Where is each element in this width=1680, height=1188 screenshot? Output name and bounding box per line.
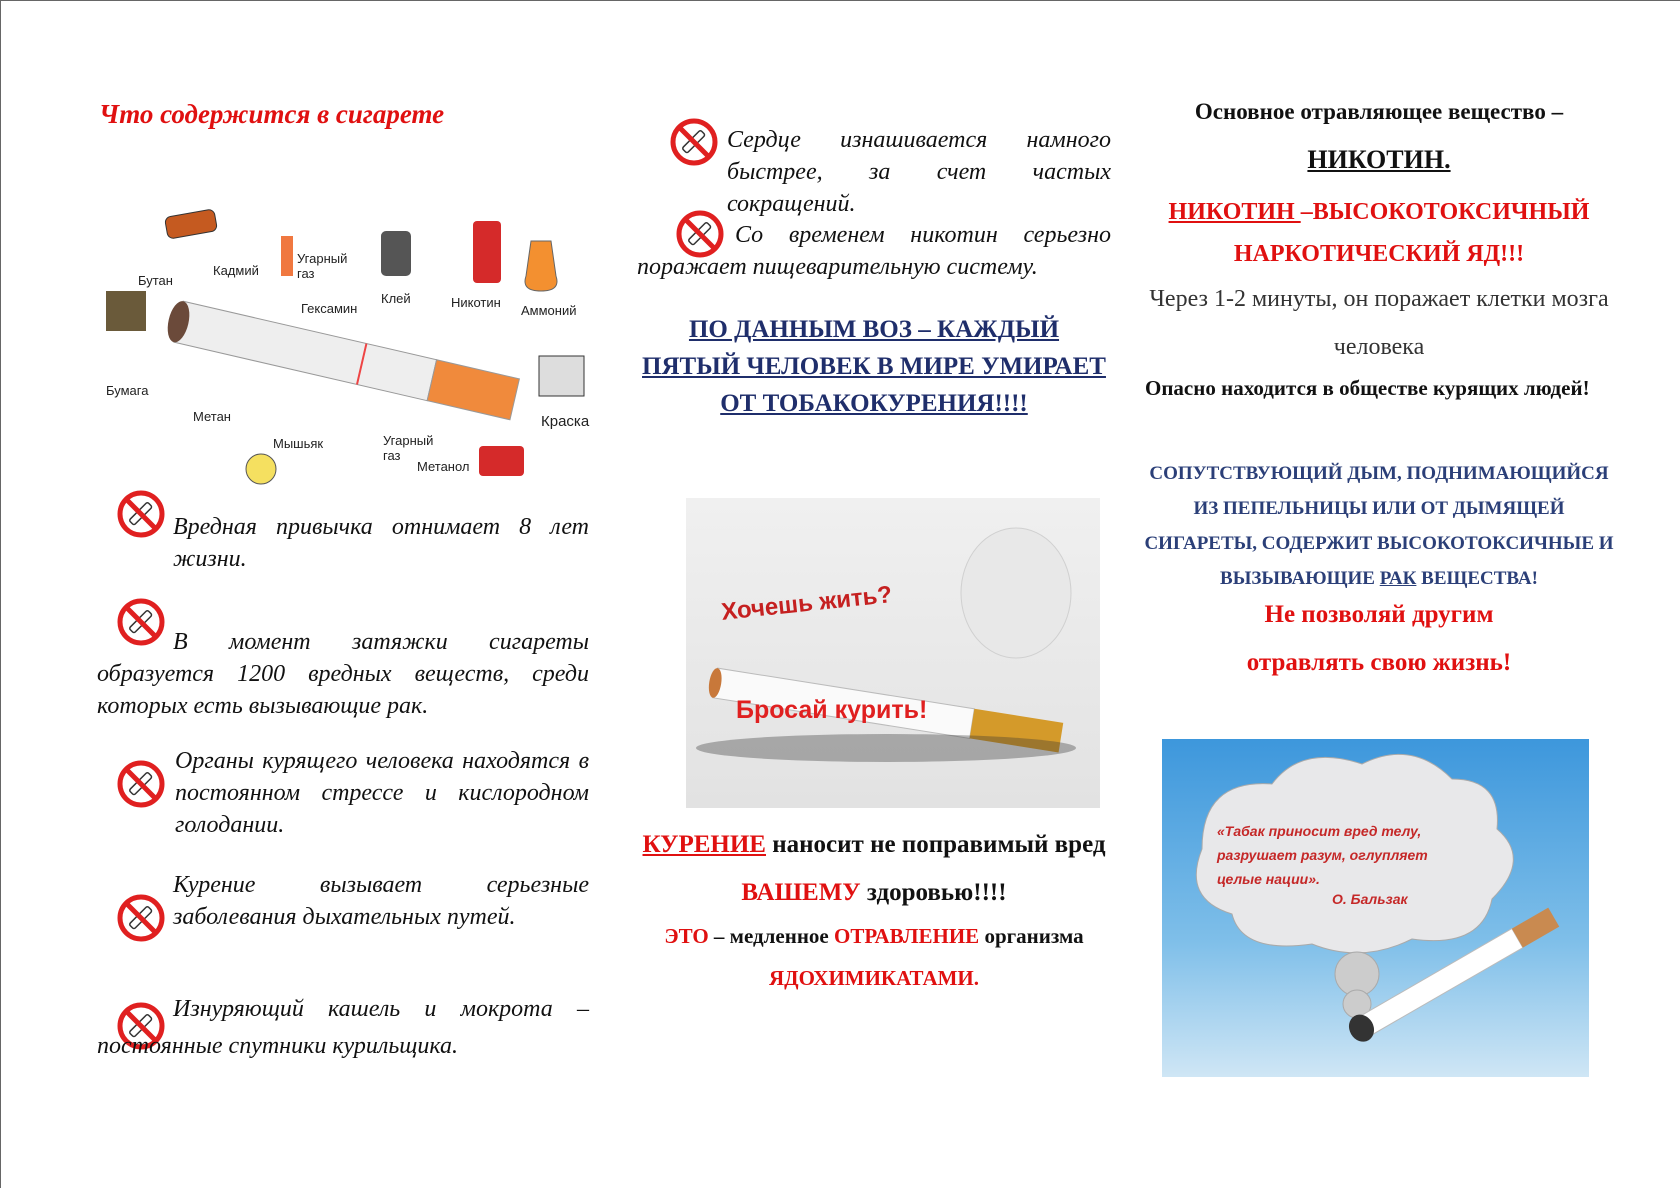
text: наносит не поправимый вред (766, 831, 1106, 858)
fact-text: Курение вызывает серьезные заболевания дыхательных путей. (173, 872, 589, 930)
passive-smoking-warning: Опасно находится в обществе курящих людей! (1145, 376, 1590, 400)
secondhand-smoke-text (1141, 456, 1617, 596)
diagram-label: Кадмий (213, 263, 259, 278)
diagram-label: Метан (193, 409, 231, 424)
diagram-label: Клей (381, 291, 411, 306)
fact-text: В момент затяжки сигареты образуется 1200 вредных веществ, среди которых есть вызывающие рак. (97, 629, 589, 719)
dont-allow-slogan: Не позволяй другим отравлять свою жизнь! (1246, 601, 1512, 676)
highlight: ЯДОХИМИКАТАМИ. (768, 966, 980, 990)
poisoning-statement (637, 915, 1111, 999)
diagram-label: Мышьяк (273, 436, 324, 451)
fact-text: Сердце изнашивается намного быстрее, за счет частых сокращений. (727, 127, 1111, 217)
section-title: Что содержится в сигарете (99, 99, 445, 129)
cloud-cigarette-illustration (1162, 739, 1589, 1077)
diagram-label: Аммоний (521, 303, 577, 318)
fact-text: Вредная привычка отнимает 8 лет жизни. (173, 514, 589, 572)
highlight: ОТРАВЛЕНИЕ (834, 924, 980, 948)
diagram-label: Угарный газ (383, 433, 434, 463)
cigarette-illustration (101, 191, 601, 491)
diagram-label: Никотин (451, 295, 501, 310)
highlight: КУРЕНИЕ (642, 831, 766, 858)
text: ВЕЩЕСТВА! (1416, 568, 1538, 589)
who-statement: ПО ДАННЫМ ВОЗ – КАЖДЫЙ ПЯТЫЙ ЧЕЛОВЕК В МИРЕ УМИРАЕТ ОТ ТОБАКОКУРЕНИЯ!!!! (642, 316, 1106, 417)
no-smoking-icon (116, 893, 166, 943)
diagram-label: Бутан (138, 273, 173, 288)
quote-author: О. Бальзак (1332, 891, 1408, 907)
nicotine-warning (1141, 191, 1617, 275)
text: организма (979, 924, 1084, 948)
fact-text: Со временем никотин серьезно поражает пищеварительную систему. (637, 222, 1111, 280)
highlight: ЭТО (664, 924, 709, 948)
no-smoking-icon (116, 759, 166, 809)
image-caption: Хочешь жить? (720, 581, 894, 626)
brain-effect: Через 1-2 минуты, он поражает клетки мозга человека (1149, 286, 1609, 360)
diagram-label: Метанол (417, 459, 470, 474)
balzac-quote: «Табак приносит вред телу, разрушает разум, оглупляет целые нации». (1217, 823, 1428, 887)
text: –ВЫСОКОТОКСИЧНЫЙ НАРКОТИЧЕСКИЙ ЯД!!! (1233, 199, 1590, 267)
main-substance: Основное отравляющее вещество – (1194, 99, 1564, 124)
diagram-label: Угарный газ (297, 251, 348, 281)
fact-text: Органы курящего человека находятся в постоянном стрессе и кислородном голодании. (175, 748, 589, 838)
cigarette-contents-diagram (101, 191, 601, 491)
no-smoking-icon (116, 489, 166, 539)
fact-text: Изнуряющий кашель и мокрота – постоянные спутники курильщика. (97, 996, 589, 1059)
image-caption: Бросай курить! (736, 696, 928, 724)
cigarette-illustration (686, 498, 1100, 808)
highlight: ВАШЕМУ (741, 879, 861, 906)
harm-statement (637, 821, 1111, 917)
text: СОПУТСТВУЮЩИЙ ДЫМ, ПОДНИМАЮЩИЙСЯ ИЗ ПЕПЕЛЬНИЦЫ ИЛИ ОТ ДЫМЯЩЕЙ СИГАРЕТЫ, СОДЕРЖИТ ВЫСОКОТОКСИЧНЫЕ И ВЫЗЫВАЮЩИЕ (1144, 463, 1614, 589)
quit-smoking-image (686, 498, 1100, 808)
highlight: НИКОТИН (1168, 199, 1301, 225)
text: здоровью!!!! (860, 879, 1007, 906)
balzac-quote-image (1162, 739, 1589, 1077)
nicotine-heading: НИКОТИН. (1307, 145, 1451, 174)
highlight: РАК (1379, 568, 1417, 589)
text: – медленное (708, 924, 834, 948)
diagram-label: Краска (541, 413, 590, 430)
diagram-label: Бумага (106, 383, 149, 398)
diagram-label: Гексамин (301, 301, 358, 316)
